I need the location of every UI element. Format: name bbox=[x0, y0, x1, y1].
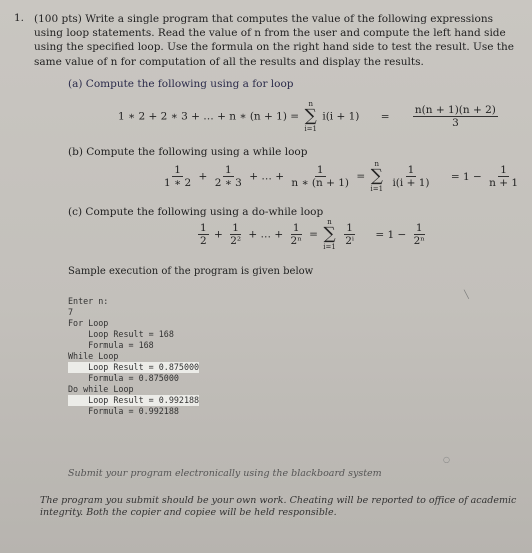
numerator: 1 bbox=[407, 164, 415, 176]
question-number: 1. bbox=[14, 12, 25, 24]
ellipsis: + … + bbox=[248, 228, 284, 241]
console-line: Loop Result = 168 bbox=[68, 329, 174, 339]
numerator: 1 bbox=[500, 164, 507, 176]
equals-sign: = bbox=[356, 170, 366, 183]
equals-sign: = bbox=[309, 228, 318, 241]
part-b-summation bbox=[371, 160, 384, 193]
fraction bbox=[289, 222, 304, 247]
fraction bbox=[487, 164, 520, 189]
sum-upper: n bbox=[327, 218, 332, 226]
sum-lower: i=1 bbox=[323, 243, 336, 251]
sigma-icon: ∑ bbox=[323, 224, 336, 244]
equals-one-minus: = 1 − bbox=[375, 228, 407, 241]
sum-lower: i=1 bbox=[370, 185, 384, 193]
denominator: n + 1 bbox=[489, 177, 519, 189]
part-b-label: (b) Compute the following using a while loop bbox=[68, 146, 308, 158]
fraction bbox=[213, 164, 244, 189]
sum-upper: n bbox=[308, 100, 313, 108]
part-a-formula bbox=[118, 100, 500, 133]
sigma-icon: ∑ bbox=[370, 166, 383, 186]
denominator: 2² bbox=[230, 235, 242, 247]
sample-execution-label: Sample execution of the program is given below bbox=[68, 266, 314, 277]
part-a-summation bbox=[304, 100, 317, 133]
part-c-label: (c) Compute the following using a do-while loop bbox=[68, 206, 324, 218]
console-line: For Loop bbox=[68, 318, 109, 328]
numerator: 1 bbox=[346, 222, 353, 234]
denominator: 2 ∗ 3 bbox=[214, 177, 242, 189]
fraction bbox=[228, 222, 243, 247]
fraction bbox=[162, 164, 193, 189]
numerator: 1 bbox=[415, 222, 423, 234]
console-line: Enter n: bbox=[68, 296, 109, 306]
submit-note: Submit your program electronically using the blackboard system bbox=[68, 468, 382, 479]
part-a-eq: = bbox=[380, 110, 390, 123]
plus-sign: + bbox=[198, 170, 208, 183]
numerator: 1 bbox=[292, 222, 300, 234]
denominator: 2ⁱ bbox=[345, 235, 354, 247]
stray-mark: ╲ bbox=[464, 290, 469, 299]
console-line: Loop Result = 0.875000 bbox=[68, 362, 200, 372]
console-line: Formula = 0.875000 bbox=[68, 373, 179, 383]
integrity-note: The program you submit should be your own work. Cheating will be reported to office of academic integrity. Both the copier and copiee will be held responsible. bbox=[40, 495, 517, 518]
numerator: 1 bbox=[224, 164, 232, 176]
fraction bbox=[412, 222, 427, 247]
fraction bbox=[289, 164, 351, 189]
part-b-formula bbox=[160, 160, 522, 193]
denominator: i(i + 1) bbox=[392, 177, 430, 189]
console-line: Do while Loop bbox=[68, 384, 134, 394]
rhs-numerator: n(n + 1)(n + 2) bbox=[414, 104, 496, 116]
part-a-term: i(i + 1) bbox=[322, 110, 360, 123]
console-line: While Loop bbox=[68, 351, 119, 361]
part-c-summation bbox=[323, 218, 336, 251]
rhs-denominator: 3 bbox=[452, 117, 459, 129]
ellipsis: + … + bbox=[249, 170, 284, 183]
console-line: 7 bbox=[68, 307, 74, 317]
fraction bbox=[198, 222, 209, 247]
part-a-lhs: 1 ∗ 2 + 2 ∗ 3 + … + n ∗ (n + 1) = bbox=[118, 110, 300, 123]
fraction bbox=[390, 164, 431, 189]
numerator: 1 bbox=[174, 164, 181, 176]
console-line: Formula = 0.992188 bbox=[68, 406, 179, 416]
stray-mark: ○ bbox=[443, 455, 450, 464]
numerator: 1 bbox=[316, 164, 324, 176]
sum-lower: i=1 bbox=[304, 125, 317, 133]
part-c-formula bbox=[196, 218, 429, 251]
denominator: 2ⁿ bbox=[413, 235, 425, 247]
numerator: 1 bbox=[232, 222, 239, 234]
part-a-rhs bbox=[413, 104, 498, 129]
console-output bbox=[68, 296, 199, 417]
sigma-icon: ∑ bbox=[304, 106, 317, 126]
denominator: n ∗ (n + 1) bbox=[291, 177, 350, 189]
denominator: 2ⁿ bbox=[290, 235, 302, 247]
equals-one-minus: = 1 − bbox=[450, 170, 482, 183]
fraction bbox=[343, 222, 356, 247]
sum-upper: n bbox=[374, 160, 380, 168]
numerator: 1 bbox=[200, 222, 207, 234]
plus-sign: + bbox=[214, 228, 223, 241]
part-a-label: (a) Compute the following using a for loop bbox=[68, 78, 294, 90]
console-line: Loop Result = 0.992188 bbox=[68, 395, 200, 405]
denominator: 2 bbox=[200, 235, 207, 247]
denominator: 1 ∗ 2 bbox=[164, 177, 192, 189]
question-text: (100 pts) Write a single program that computes the value of the following expressions using loop statements. Read the value of n from the user and compute the left hand side using the specified loop. Use the formula on the right hand side to test the result. Use the same value of n for computation of all the results and display the results. bbox=[34, 13, 514, 68]
console-line: Formula = 168 bbox=[68, 340, 154, 350]
